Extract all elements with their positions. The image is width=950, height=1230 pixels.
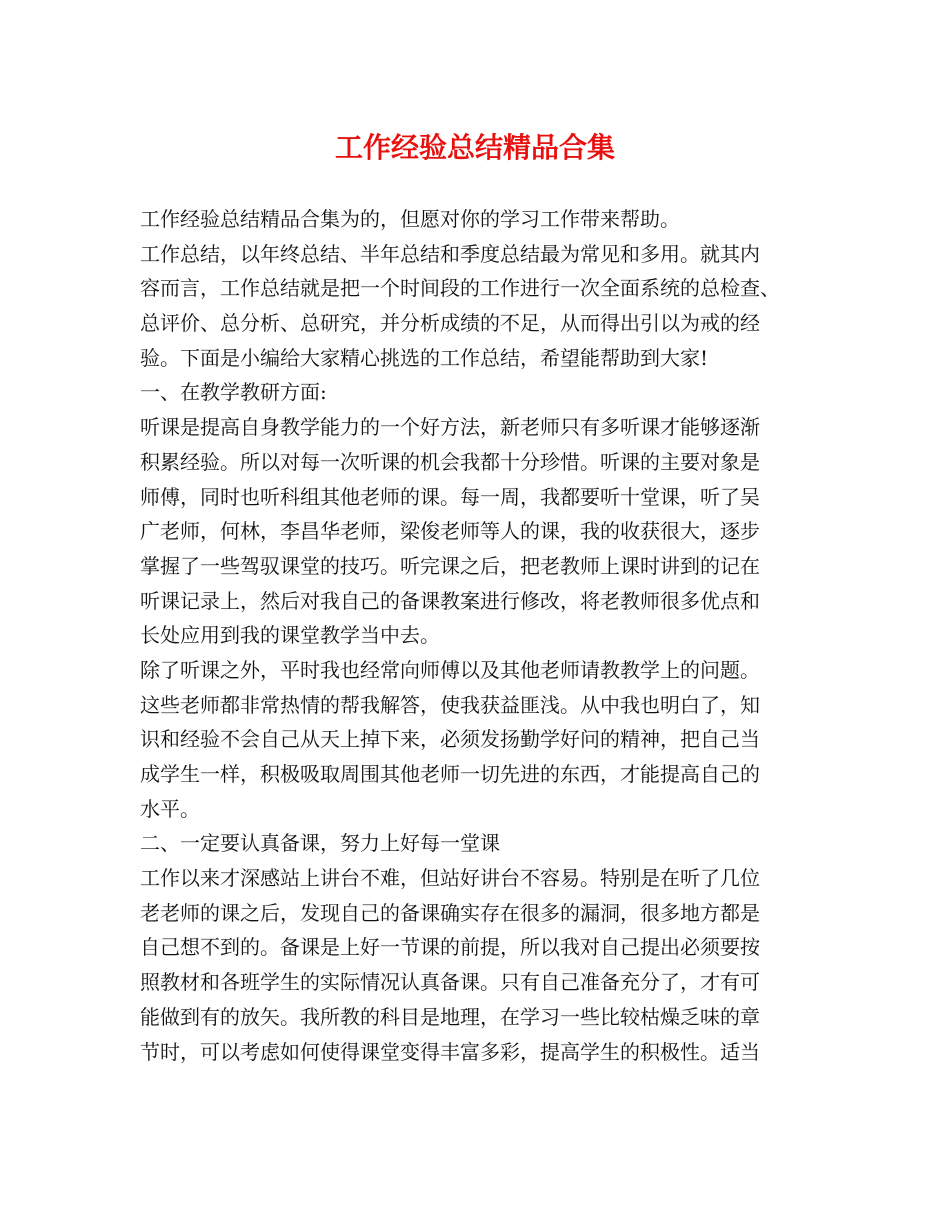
body-line: 节时，可以考虑如何使得课堂变得丰富多彩，提高学生的积极性。适当 (140, 1039, 760, 1064)
body-line: 成学生一样，积极吸取周围其他老师一切先进的东西，才能提高自己的 (140, 762, 760, 786)
section-heading-2: 二、一定要认真备课，努力上好每一堂课 (140, 831, 500, 856)
body-line: 积累经验。所以对每一次听课的机会我都十分珍惜。听课的主要对象是 (140, 449, 760, 474)
body-line: 听课记录上，然后对我自己的备课教案进行修改，将老教师很多优点和 (140, 588, 760, 613)
body-line: 识和经验不会自己从天上掉下来，必须发扬勤学好问的精神，把自己当 (140, 727, 760, 752)
body-line: 老老师的课之后，发现自己的备课确实存在很多的漏洞，很多地方都是 (140, 900, 760, 925)
body-line: 听课是提高自身教学能力的一个好方法，新老师只有多听课才能够逐渐 (140, 415, 760, 440)
body-line: 验。下面是小编给大家精心挑选的工作总结，希望能帮助到大家! (140, 345, 709, 370)
body-line: 工作以来才深感站上讲台不难，但站好讲台不容易。特别是在听了几位 (140, 866, 760, 891)
body-line: 自己想不到的。备课是上好一节课的前提，所以我对自己提出必须要按 (140, 935, 760, 960)
body-line: 掌握了一些驾驭课堂的技巧。听完课之后，把老教师上课时讲到的记在 (140, 553, 760, 578)
body-line: 总评价、总分析、总研究，并分析成绩的不足，从而得出引以为戒的经 (140, 311, 760, 336)
body-line: 工作总结，以年终总结、半年总结和季度总结最为常见和多用。就其内 (140, 241, 760, 266)
body-line: 这些老师都非常热情的帮我解答，使我获益匪浅。从中我也明白了，知 (140, 692, 760, 717)
body-line: 照教材和各班学生的实际情况认真备课。只有自己准备充分了，才有可 (140, 970, 760, 995)
body-line: 能做到有的放矢。我所教的科目是地理，在学习一些比较枯燥乏味的章 (140, 1004, 760, 1029)
body-line: 容而言，工作总结就是把一个时间段的工作进行一次全面系统的总检查、 (140, 276, 780, 301)
body-line: 长处应用到我的课堂教学当中去。 (140, 623, 440, 648)
body-line: 水平。 (140, 796, 200, 821)
body-line: 广老师，何林，李昌华老师，梁俊老师等人的课，我的收获很大，逐步 (140, 519, 760, 544)
body-line: 工作经验总结精品合集为的，但愿对你的学习工作带来帮助。 (140, 207, 680, 231)
section-heading-1: 一、在教学教研方面: (140, 380, 327, 405)
document-title: 工作经验总结精品合集 (334, 131, 615, 164)
body-line: 师傅，同时也听科组其他老师的课。每一周，我都要听十堂课，听了吴 (140, 484, 760, 509)
body-line: 除了听课之外，平时我也经常向师傅以及其他老师请教教学上的问题。 (140, 657, 760, 682)
document-body (140, 202, 820, 1069)
